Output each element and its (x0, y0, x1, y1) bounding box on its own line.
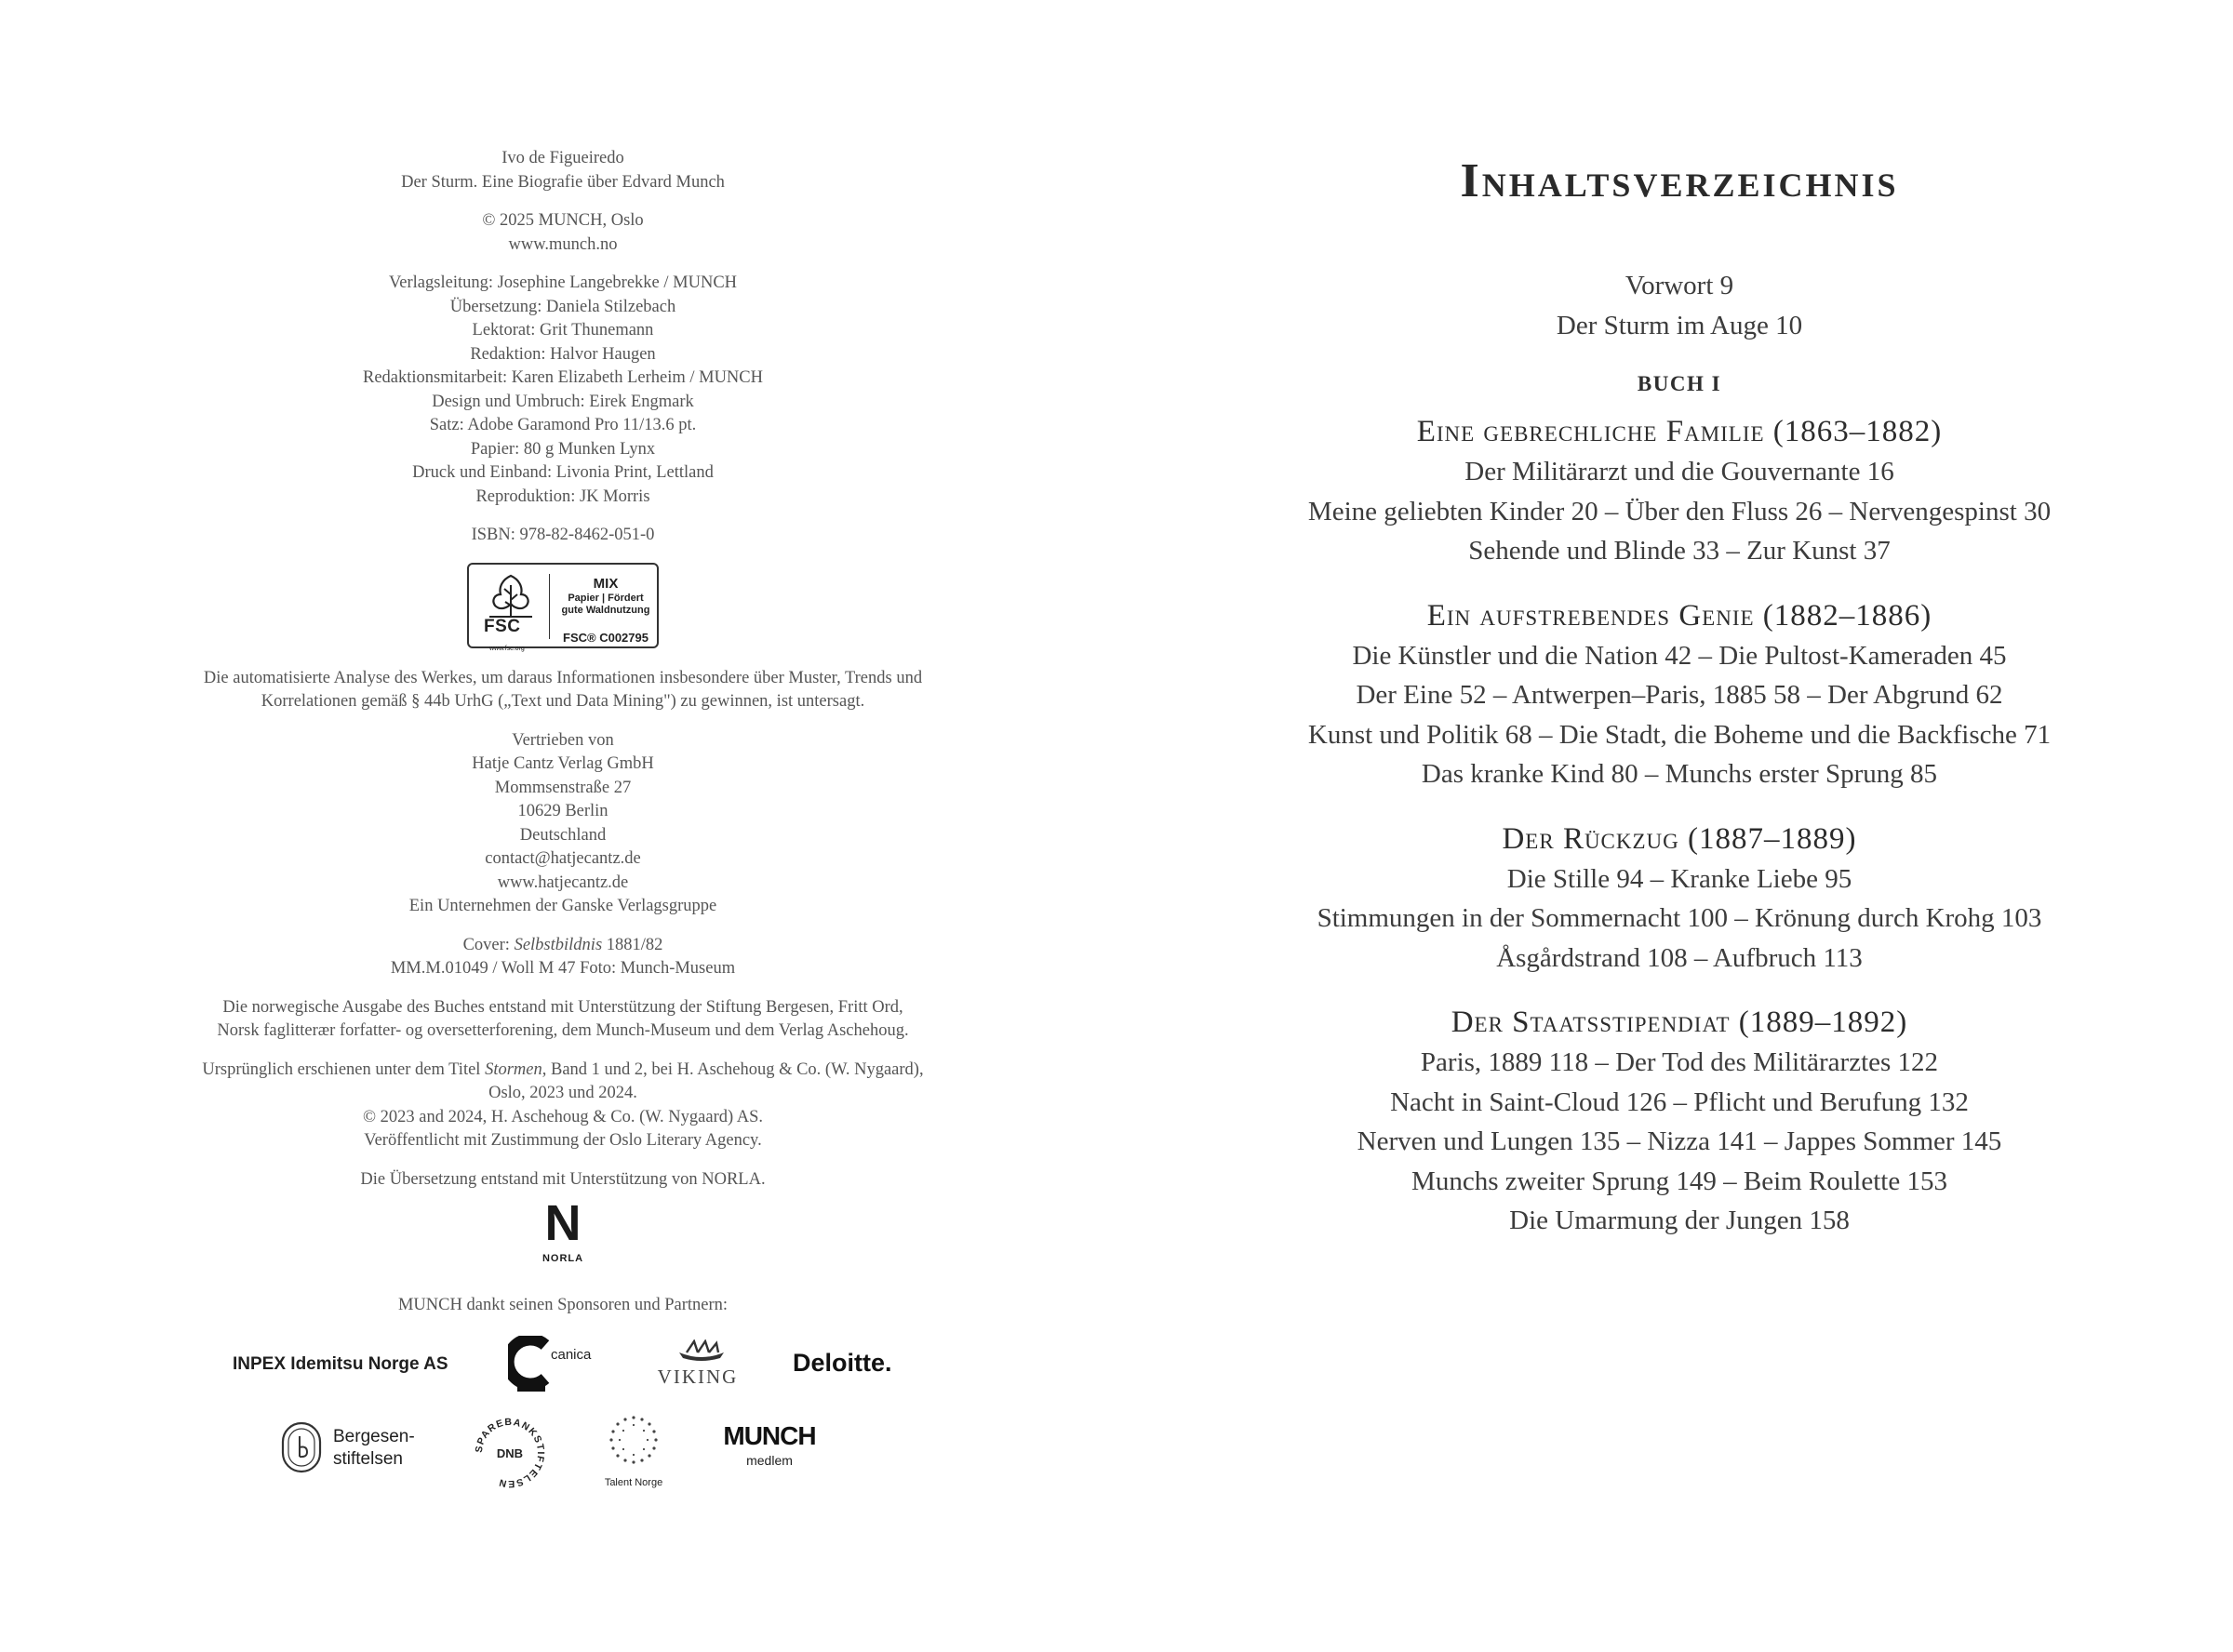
copyright: © 2025 MUNCH, Oslo (482, 211, 644, 230)
sparebank-center-text: DNB (496, 1446, 524, 1460)
toc-entry: Der Sturm im Auge 10 (1556, 311, 1803, 340)
credit-line: Reproduktion: JK Morris (475, 486, 650, 506)
orig-title: Stormen (485, 1059, 542, 1079)
norla-mark: N (544, 1195, 582, 1251)
toc-part-2 (1126, 595, 2233, 794)
toc-part-1 (1126, 411, 2233, 571)
sponsor-row-1 (0, 1332, 1126, 1397)
canica-logo (508, 1332, 601, 1397)
credit-line: Lektorat: Grit Thunemann (472, 321, 654, 340)
toc-entry: Kunst und Politik 68 – Die Stadt, die Boheme und die Backfische 71 (1307, 719, 2052, 750)
orig-prefix: Ursprünglich erschienen unter dem Titel (202, 1059, 486, 1079)
credit-line: Redaktionsmitarbeit: Karen Elizabeth Lerheim / MUNCH (362, 368, 763, 387)
toc-entry: Die Stille 94 – Kranke Liebe 95 (1506, 863, 1852, 894)
cover-title: Selbstbildnis (514, 935, 603, 954)
norwegian-edition-line: Die norwegische Ausgabe des Buches entstand mit Unterstützung der Stiftung Bergesen, Fritt Ord, (222, 997, 903, 1017)
toc-entry: Nerven und Lungen 135 – Nizza 141 – Jappes Sommer 145 (1357, 1126, 2002, 1156)
fsc-code: FSC® C002795 (563, 630, 649, 645)
book-heading: BUCH I (1637, 372, 1722, 395)
distributor-web: www.hatjecantz.de (497, 873, 629, 892)
credit-line: Verlagsleitung: Josephine Langebrekke / MUNCH (388, 273, 738, 292)
toc-page (1126, 0, 2233, 1652)
munch-medlem-logo (718, 1421, 821, 1477)
munch-medlem-mark: MUNCH (723, 1421, 816, 1450)
fsc-divider (549, 574, 550, 639)
fsc-mix-sub-2: gute Waldnutzung (561, 604, 650, 616)
toc-entry: Nacht in Saint-Cloud 126 – Pflicht und Berufung 132 (1390, 1086, 1969, 1117)
credit-line: Satz: Adobe Garamond Pro 11/13.6 pt. (429, 416, 697, 434)
munch-medlem-label: medlem (746, 1453, 793, 1468)
part-title: Eine gebrechliche Familie (1863–1882) (1416, 415, 1943, 448)
distributor-line: Hatje Cantz Verlag GmbH (472, 754, 654, 773)
cover-line-2: MM.M.01049 / Woll M 47 Foto: Munch-Museum (390, 959, 736, 978)
imprint-text (149, 147, 977, 1332)
sponsors-heading: MUNCH dankt seinen Sponsoren und Partnern: (397, 1295, 729, 1314)
distributor-line: Mommsenstraße 27 (494, 778, 632, 797)
website: www.munch.no (508, 234, 618, 254)
sponsor-row-2 (0, 1412, 1126, 1496)
cover-line (149, 934, 977, 958)
copyright-block (149, 209, 977, 257)
deloitte-logo: Deloitte. (793, 1349, 892, 1377)
toc-part-3 (1126, 819, 2233, 979)
viking-ship-icon (674, 1339, 729, 1362)
credit-line: Übersetzung: Daniela Stilzebach (449, 297, 676, 316)
talent-norge-label: Talent Norge (604, 1477, 663, 1488)
sparebankstiftelsen-logo (469, 1412, 551, 1494)
credit-line: Design und Umbruch: Eirek Engmark (432, 392, 694, 411)
fsc-url: www.fsc.org (489, 645, 525, 652)
original-line (149, 1059, 977, 1083)
fsc-logo (467, 563, 659, 652)
norla-logo (535, 1195, 591, 1272)
toc-entry: Vorwort 9 (1625, 271, 1734, 300)
distributor-line: 10629 Berlin (517, 802, 608, 820)
fsc-mix: MIX (593, 575, 619, 592)
norla-support: Die Übersetzung entstand mit Unterstützung von NORLA. (360, 1169, 766, 1189)
toc-entry: Sehende und Blinde 33 – Zur Kunst 37 (1468, 536, 1891, 566)
front-matter (1126, 266, 2233, 346)
isbn: ISBN: 978-82-8462-051-0 (471, 526, 655, 544)
credit-line: Papier: 80 g Munken Lynx (470, 439, 656, 459)
toc-entry: Der Eine 52 – Antwerpen–Paris, 1885 58 – Der Abgrund 62 (1356, 680, 2003, 710)
distributor-line: Deutschland (519, 825, 607, 845)
fsc-label: FSC (484, 616, 521, 636)
bergesen-label-1: Bergesen- (333, 1427, 415, 1446)
distributor-line: Vertrieben von (512, 730, 614, 750)
canica-c-icon (508, 1336, 551, 1393)
original-line: Oslo, 2023 und 2024. (488, 1084, 637, 1102)
canica-label: canica (551, 1347, 592, 1363)
norwegian-edition (149, 996, 977, 1044)
toc-entry: Der Militärarzt und die Gouvernante 16 (1464, 457, 1894, 486)
table-of-contents (1126, 149, 2233, 1241)
part-title: Der Rückzug (1887–1889) (1502, 821, 1857, 856)
toc-entry: Das kranke Kind 80 – Munchs erster Sprung 85 (1421, 759, 1938, 789)
bergesen-label-2: stiftelsen (333, 1449, 403, 1469)
tdm-line: Die automatisierte Analyse des Werkes, um daraus Informationen insbesondere über Muster, Trends und (203, 668, 923, 687)
toc-entry: Die Künstler und die Nation 42 – Die Pultost-Kameraden 45 (1352, 640, 2007, 671)
fsc-tree-icon (482, 572, 540, 619)
distributor (149, 729, 977, 919)
tdm-line: Korrelationen gemäß § 44b UrhG („Text und Data Mining") zu gewinnen, ist untersagt. (261, 692, 865, 711)
distributor-email: contact@hatjecantz.de (485, 849, 641, 868)
cover-suffix: 1881/82 (602, 935, 663, 954)
part-title: Der Staatsstipendiat (1889–1892) (1451, 1006, 1908, 1039)
sparebankstiftelsen-ring-icon (469, 1412, 551, 1494)
credit-line: Redaktion: Halvor Haugen (470, 344, 656, 364)
book-info (149, 147, 977, 194)
cover-credit (149, 934, 977, 981)
distributor-line: Ein Unternehmen der Ganske Verlagsgruppe (408, 897, 717, 915)
author: Ivo de Figueiredo (501, 149, 624, 167)
part-title: Ein aufstrebendes Genie (1882–1886) (1426, 598, 1932, 633)
fsc-mix-sub-1: Papier | Fördert (568, 592, 644, 604)
original-line: © 2023 and 2024, H. Aschehoug & Co. (W. Nygaard) AS. (362, 1107, 764, 1126)
credits (149, 272, 977, 509)
toc-title: Inhaltsverzeichnis (1460, 154, 1899, 207)
sparebank-ring-text: SPAREBANKSTIFTELSEN (473, 1416, 547, 1490)
inpex-logo: INPEX Idemitsu Norge AS (233, 1354, 448, 1374)
viking-label: VIKING (657, 1366, 739, 1388)
toc-part-4 (1126, 1002, 2233, 1241)
talent-norge-dots-icon (601, 1412, 666, 1472)
tdm-notice (149, 667, 977, 714)
bergesen-emblem-icon (281, 1421, 322, 1473)
norla-label: NORLA (542, 1253, 584, 1264)
credit-line: Druck und Einband: Livonia Print, Lettland (412, 463, 714, 482)
toc-entry: Munchs zweiter Sprung 149 – Beim Roulette 153 (1411, 1166, 1947, 1196)
norwegian-edition-line: Norsk faglitterær forfatter- og oversetterforening, dem Munch-Museum und dem Verlag Aschehoug. (217, 1021, 909, 1040)
toc-entry: Meine geliebten Kinder 20 – Über den Fluss 26 – Nervengespinst 30 (1307, 496, 2052, 526)
original-edition (149, 1059, 977, 1153)
cover-prefix: Cover: (462, 935, 515, 954)
toc-entry: Die Umarmung der Jungen 158 (1509, 1206, 1850, 1235)
bergesen-logo (281, 1421, 430, 1477)
toc-entry: Paris, 1889 118 – Der Tod des Militärarztes 122 (1420, 1047, 1939, 1077)
toc-entry: Stimmungen in der Sommernacht 100 – Krönung durch Krohg 103 (1317, 903, 2042, 933)
book-title-line: Der Sturm. Eine Biografie über Edvard Munch (401, 172, 725, 192)
toc-entry: Åsgårdstrand 108 – Aufbruch 113 (1496, 942, 1863, 973)
talent-norge-logo (592, 1412, 675, 1496)
viking-logo (651, 1339, 744, 1395)
fsc-mix-sub (555, 593, 657, 617)
orig-suffix: , Band 1 und 2, bei H. Aschehoug & Co. (W. Nygaard), (542, 1059, 924, 1079)
original-line: Veröffentlicht mit Zustimmung der Oslo Literary Agency. (364, 1131, 762, 1150)
